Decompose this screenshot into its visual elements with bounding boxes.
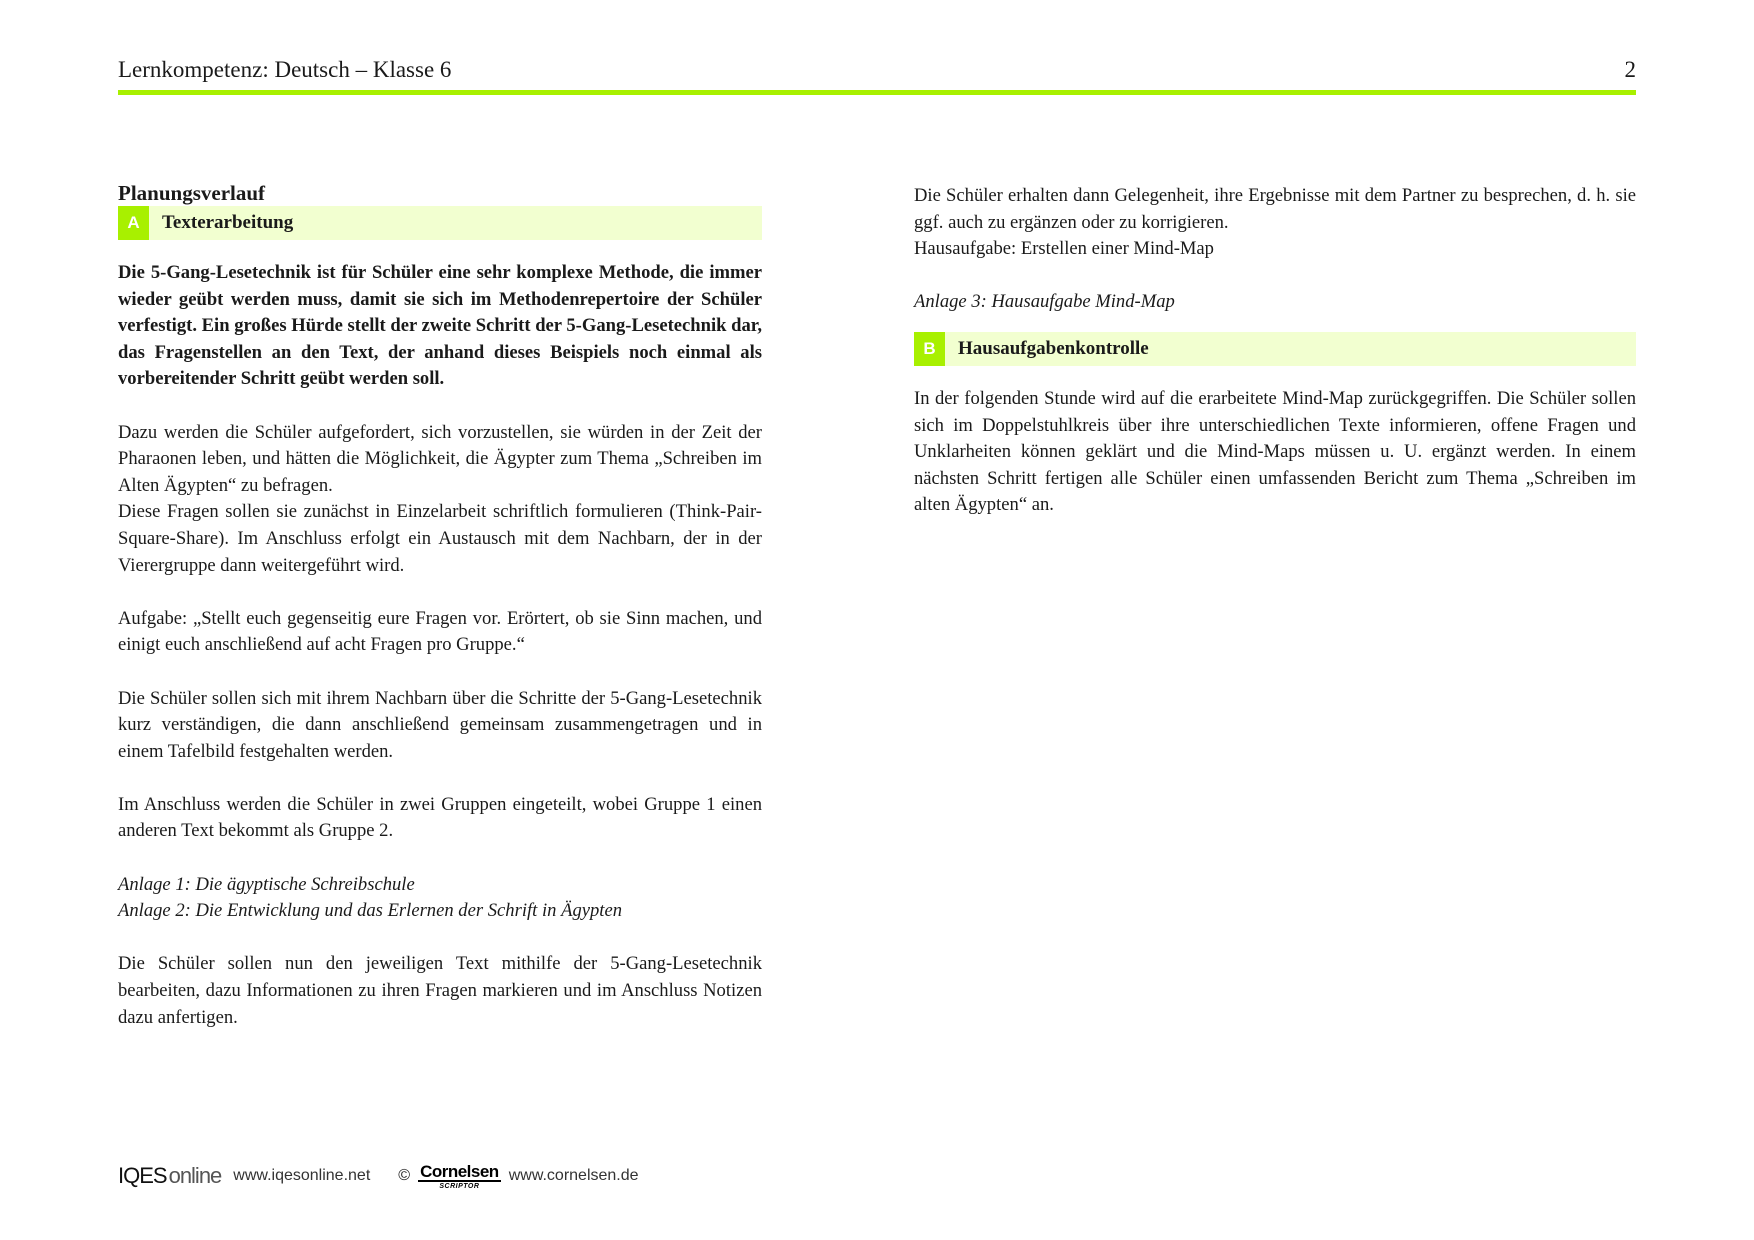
paragraph: Diese Fragen sollen sie zunächst in Einzelarbeit schriftlich formulieren (Think-Pair-Square-Share). Im Anschluss erfolgt ein Austausch mit dem Nachbarn, der in der Vierergruppe dann weitergeführt wird. [118,501,762,576]
copyright-symbol: © [398,1167,411,1184]
iqes-logo [118,1163,221,1189]
cornelsen-url[interactable]: www.cornelsen.de [508,1167,639,1184]
paragraph: Dazu werden die Schüler aufgefordert, sich vorzustellen, sie würden in der Zeit der Pharaonen leben, und hätten die Möglichkeit, die Ägypter zum Thema „Schreiben im Alten Ägypten“ zu befragen. [118,421,762,496]
section-b-bar [914,332,1636,366]
cornelsen-logo [418,1163,501,1190]
section-a-letter: A [118,206,149,240]
section-a-bar [118,206,762,240]
appendix-reference: Anlage 2: Die Entwicklung und das Erlernen der Schrift in Ägypten [118,900,623,922]
section-b-letter: B [914,332,945,366]
homework-line: Hausaufgabe: Erstellen einer Mind-Map [914,238,1214,260]
right-column [914,183,1636,519]
running-header-title: Lernkompetenz: Deutsch – Klasse 6 [118,57,452,82]
paragraph: Die Schüler sollen nun den jeweiligen Text mithilfe der 5-Gang-Lesetechnik bearbeiten, dazu Informationen zu ihren Fragen markieren und im Anschluss Notizen dazu anfertigen. [118,953,762,1028]
paragraph: Die Schüler erhalten dann Gelegenheit, ihre Ergebnisse mit dem Partner zu besprechen, d. h. sie ggf. auch zu ergänzen oder zu korrigieren. [914,185,1636,233]
footer [118,1163,639,1189]
appendix-reference: Anlage 1: Die ägyptische Schreibschule [118,873,415,895]
header-rule [118,90,1636,95]
section-b-title: Hausaufgabenkontrolle [958,337,1149,359]
cornelsen-logo-text: Cornelsen [420,1161,499,1181]
section-a-title: Texterarbeitung [162,211,294,233]
task-paragraph: Aufgabe: „Stellt euch gegenseitig eure Fragen vor. Erörtert, ob sie Sinn machen, und einigt euch anschließend auf acht Fragen pro Gruppe.“ [118,607,762,656]
left-column [118,180,762,1031]
paragraph: In der folgenden Stunde wird auf die erarbeitete Mind-Map zurückgegriffen. Die Schüler sollen sich im Doppelstuhlkreis über ihre unterschiedlichen Texte informieren, offene Fragen und Unklarheiten können geklärt und die Mind-Maps müssen u. U. ergänzt werden. In einem nächsten Schritt fertigen alle Schüler einen umfassenden Bericht zum Thema „Schreiben im alten Ägypten“ an. [914,387,1636,516]
iqes-logo-text: IQES [118,1163,167,1188]
paragraph: Die Schüler sollen sich mit ihrem Nachbarn über die Schritte der 5-Gang-Lesetechnik kurz verständigen, die dann anschließend gemeinsam zusammengetragen und in einem Tafelbild festgehalten werden. [118,687,762,762]
paragraph: Im Anschluss werden die Schüler in zwei Gruppen eingeteilt, wobei Gruppe 1 einen anderen Text bekommt als Gruppe 2. [118,793,762,842]
cornelsen-logo-subtitle: SCRIPTOR [439,1182,480,1190]
intro-paragraph: Die 5-Gang-Lesetechnik ist für Schüler eine sehr komplexe Methode, die immer wieder geübt werden muss, damit sie sich im Methodenrepertoire der Schüler verfestigt. Ein großes Hürde stellt der zweite Schritt der 5-Gang-Lesetechnik dar, das Fragenstellen an den Text, der anhand dieses Beispiels noch einmal als vorbereitender Schritt geübt werden soll. [118,262,762,390]
iqes-logo-suffix: online [168,1163,222,1188]
appendix-reference: Anlage 3: Hausaufgabe Mind-Map [914,291,1175,313]
iqes-url[interactable]: www.iqesonline.net [233,1167,371,1184]
page-number: 2 [1624,57,1636,82]
section-heading: Planungsverlauf [118,181,266,205]
